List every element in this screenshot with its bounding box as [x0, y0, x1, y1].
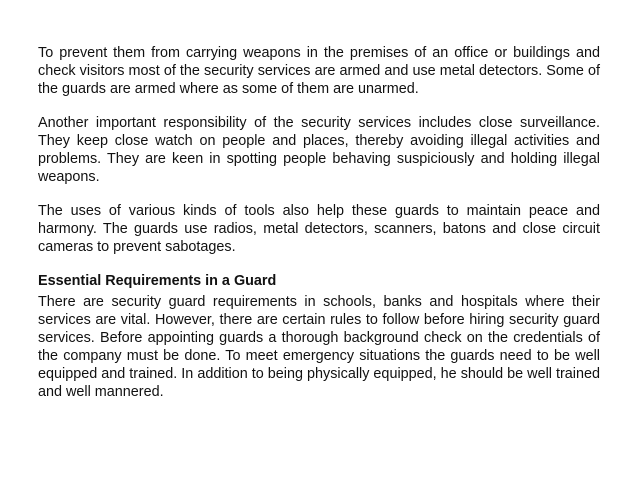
paragraph-weapons-check: To prevent them from carrying weapons in the premises of an office or buildings and check visitors most of the security services are armed and use metal detectors. Some of the guards are armed where as some of them are unarmed. — [38, 45, 600, 97]
paragraph-requirements: There are security guard requirements in schools, banks and hospitals where their services are vital. However, there are certain rules to follow before hiring security guard services. Before appointing guards a thorough background check on the credentials of the company must be done. To meet emergency situations the guards need to be well equipped and trained. In addition to being physically equipped, he should be well trained and well mannered. — [38, 294, 600, 400]
section-heading: Essential Requirements in a Guard — [38, 273, 277, 289]
document-body — [38, 44, 600, 401]
paragraph-surveillance: Another important responsibility of the security services includes close surveillance. They keep close watch on people and places, thereby avoiding illegal activities and problems. They are keen in spotting people behaving suspiciously and holding illegal weapons. — [38, 115, 600, 185]
paragraph-tools: The uses of various kinds of tools also help these guards to maintain peace and harmony. The guards use radios, metal detectors, scanners, batons and close circuit cameras to prevent sabotages. — [38, 203, 600, 255]
